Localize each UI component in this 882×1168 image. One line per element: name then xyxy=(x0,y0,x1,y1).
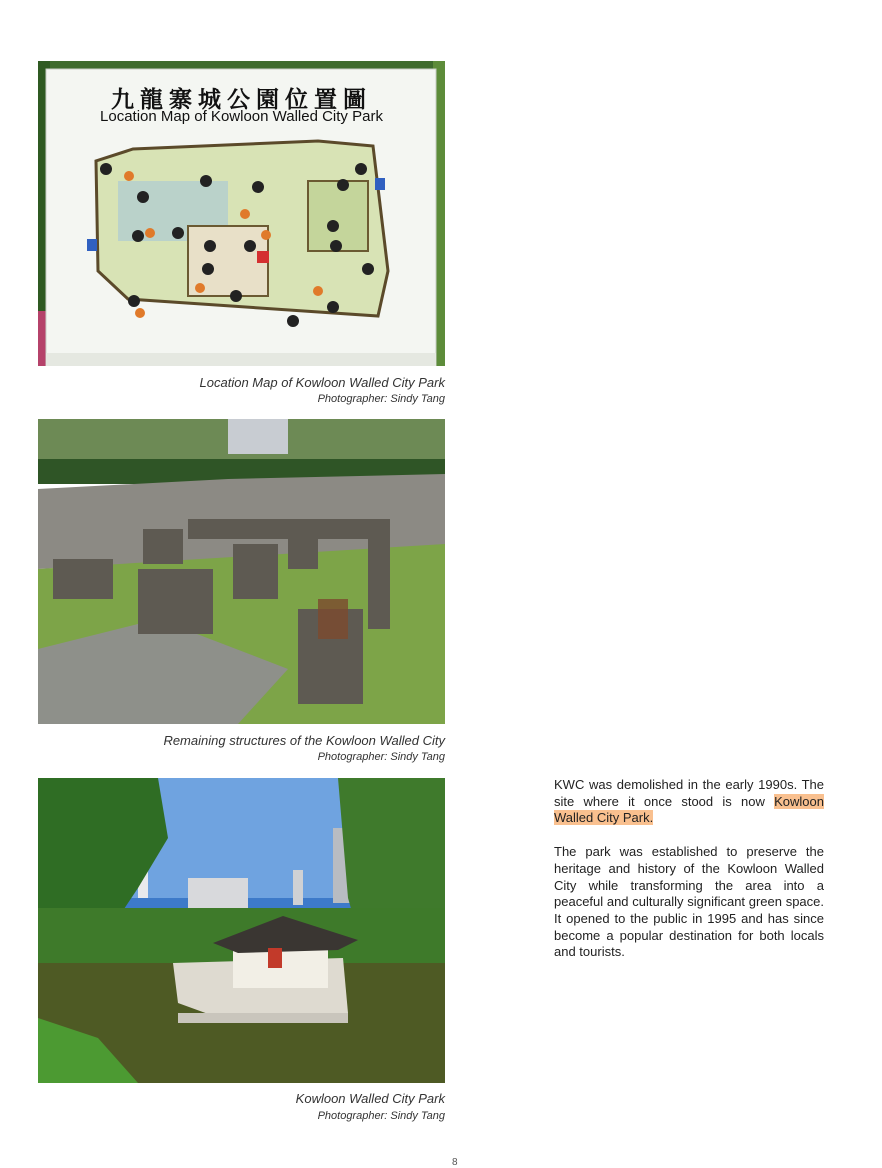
figure-caption: Location Map of Kowloon Walled City Park xyxy=(199,375,445,390)
figure-credit: Photographer: Sindy Tang xyxy=(317,393,445,405)
body-text-column xyxy=(554,777,824,978)
highlighted-park-name: Kowloon Walled City Park. xyxy=(554,793,824,826)
paragraph-demolition xyxy=(554,777,824,827)
park-photo xyxy=(38,778,445,1083)
paragraph-demolition-text: KWC was demolished in the early 1990s. The site where it once stood is now xyxy=(554,777,824,809)
figure-credit: Photographer: Sindy Tang xyxy=(317,751,445,763)
page-number: 8 xyxy=(452,1157,458,1168)
figure-caption: Remaining structures of the Kowloon Walled City xyxy=(163,733,445,748)
location-map-photo xyxy=(38,61,445,366)
paragraph-park-history: The park was established to preserve the heritage and history of the Kowloon Walled City while transforming the area into a peaceful and culturally significant green space. It opened to the public in 1995 and has since become a popular destination for both locals and tourists. xyxy=(554,844,824,960)
map-sign-title-zh: 九龍寨城公園位置圖 xyxy=(111,86,372,113)
figure-caption: Kowloon Walled City Park xyxy=(295,1091,445,1106)
ruins-photo xyxy=(38,419,445,724)
map-sign-title-en: Location Map of Kowloon Walled City Park xyxy=(100,108,383,125)
figure-credit: Photographer: Sindy Tang xyxy=(317,1110,445,1122)
